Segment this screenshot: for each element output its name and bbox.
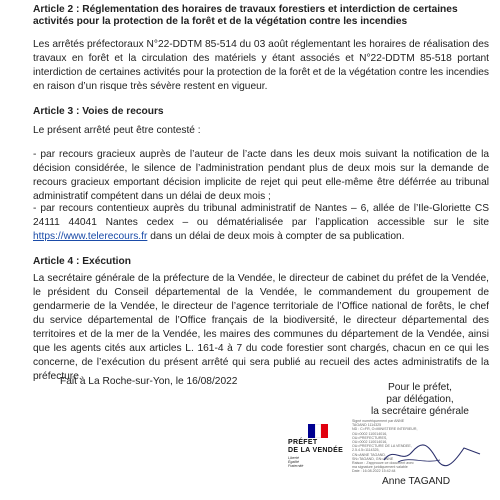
stamp-line: OU=0002 110014016, [352, 440, 388, 445]
article3-item-1: - par recours gracieux auprès de l’auteur de l’acte dans les deux mois suivant la notification de la décision considérée, le silence de l’administration pendant plus de deux mois sur la demande de recours gracieux emportant décision implicite de rejet qui peut elle-même être déférrée au tribunal administratif compétent dans un délai de deux mois ; [33, 149, 489, 202]
logo-text [288, 439, 348, 455]
signature-line-1: Pour le préfet, [388, 382, 452, 393]
article4-heading: Article 4 : Exécution [33, 256, 131, 267]
signature-line-3: la secrétaire générale [371, 406, 469, 417]
motto-line: Fraternité [288, 464, 304, 468]
article3-intro: Le présent arrêté peut être contesté : [33, 125, 201, 136]
telerecours-link[interactable]: https://www.telerecours.fr [33, 231, 148, 242]
signatory-name: Anne TAGAND [382, 476, 451, 487]
motto-line: Liberté [288, 456, 299, 460]
article3-heading: Article 3 : Voies de recours [33, 106, 164, 117]
stamp-line: ma signature juridiquement valable [352, 465, 408, 470]
article2-body: Les arrêtés préfectoraux N°22-DDTM 85-514 du 03 août réglementant les horaires de réalisation des travaux en forêt et la circulation des matériels y étant associés et N°22-DDTM 85-518 portant interdiction de certaines activités pour la protection de la forêt et de la végétation contre les incendies en raison d’un risque très sévère restent en vigueur. [33, 39, 489, 92]
stamp-line: OU=0002 110014016, [352, 431, 388, 436]
signature-line-2: par délégation, [386, 394, 454, 405]
stamp-line: SN=TAGAND, GN=ANNE [352, 456, 394, 461]
article4-body: La secrétaire générale de la préfecture de la Vendée, le directeur de cabinet du préfet de la Vendée, le président du Conseil départemental de la Vendée, le commandement du groupement de gendarmerie de la Vendée, le directeur de l’agence territoriale de l’Office national de forêts, le chef du service départemental de l’Office français de la biodiversité, le directeur départemental des territoires et de la mer de la Vendée, les maires des communes du département de la Vendée, ainsi que les agents cités aux articles L. 161-4 à 7 du code forestier sont chargés, chacun en ce qui les concerne, de l’exécution du présent arrêté qui sera publié au recueil des actes administratifs de la préfecture. [33, 273, 489, 382]
stamp-line: Signé numériquement par ANNE [352, 419, 405, 423]
stamp-line: 2.5.4.5=1114325, [352, 448, 380, 453]
stamp-line: ND : C=FR, O=MINISTERE INTERIEUR, [352, 427, 418, 432]
stamp-line: CN=ANNE TAGAND, [352, 452, 386, 457]
handwritten-signature [380, 440, 485, 468]
stamp-line: Date : 16.08.2022 15:42:44 [352, 469, 396, 474]
stamp-line: Raison : J'approuve ce document avec [352, 461, 414, 466]
article3-item-2-end: dans un délai de deux mois à compter de sa publication. [147, 231, 405, 242]
stamp-line: TAGAND 1114325 [352, 423, 382, 428]
motto-line: Égalité [288, 460, 299, 464]
article3-item-2 [33, 202, 489, 244]
logo-motto [288, 456, 303, 468]
prefecture-logo [288, 424, 348, 474]
logo-line-1: PRÉFET [288, 439, 318, 446]
stamp-line: OU=PREFECTURE DE LA VENDEE, [352, 444, 412, 449]
french-flag-icon [308, 424, 328, 438]
place-date: Fait à La Roche-sur-Yon, le 16/08/2022 [60, 376, 238, 387]
article3-item-2-text: - par recours contentieux auprès du tribunal administratif de Nantes – 6, allée de l’Ile-Gloriette CS 24111 44041 Nantes cedex – ou dématérialisée par l’application accessible sur le site [33, 203, 489, 228]
stamp-line: OU=PREFECTURES, [352, 435, 388, 440]
article2-heading: Article 2 : Réglementation des horaires de travaux forestiers et interdiction de certaines activités pour la protection de la forêt et de la végétation contre les incendies [33, 4, 458, 27]
logo-line-2: DE LA VENDÉE [288, 447, 344, 454]
